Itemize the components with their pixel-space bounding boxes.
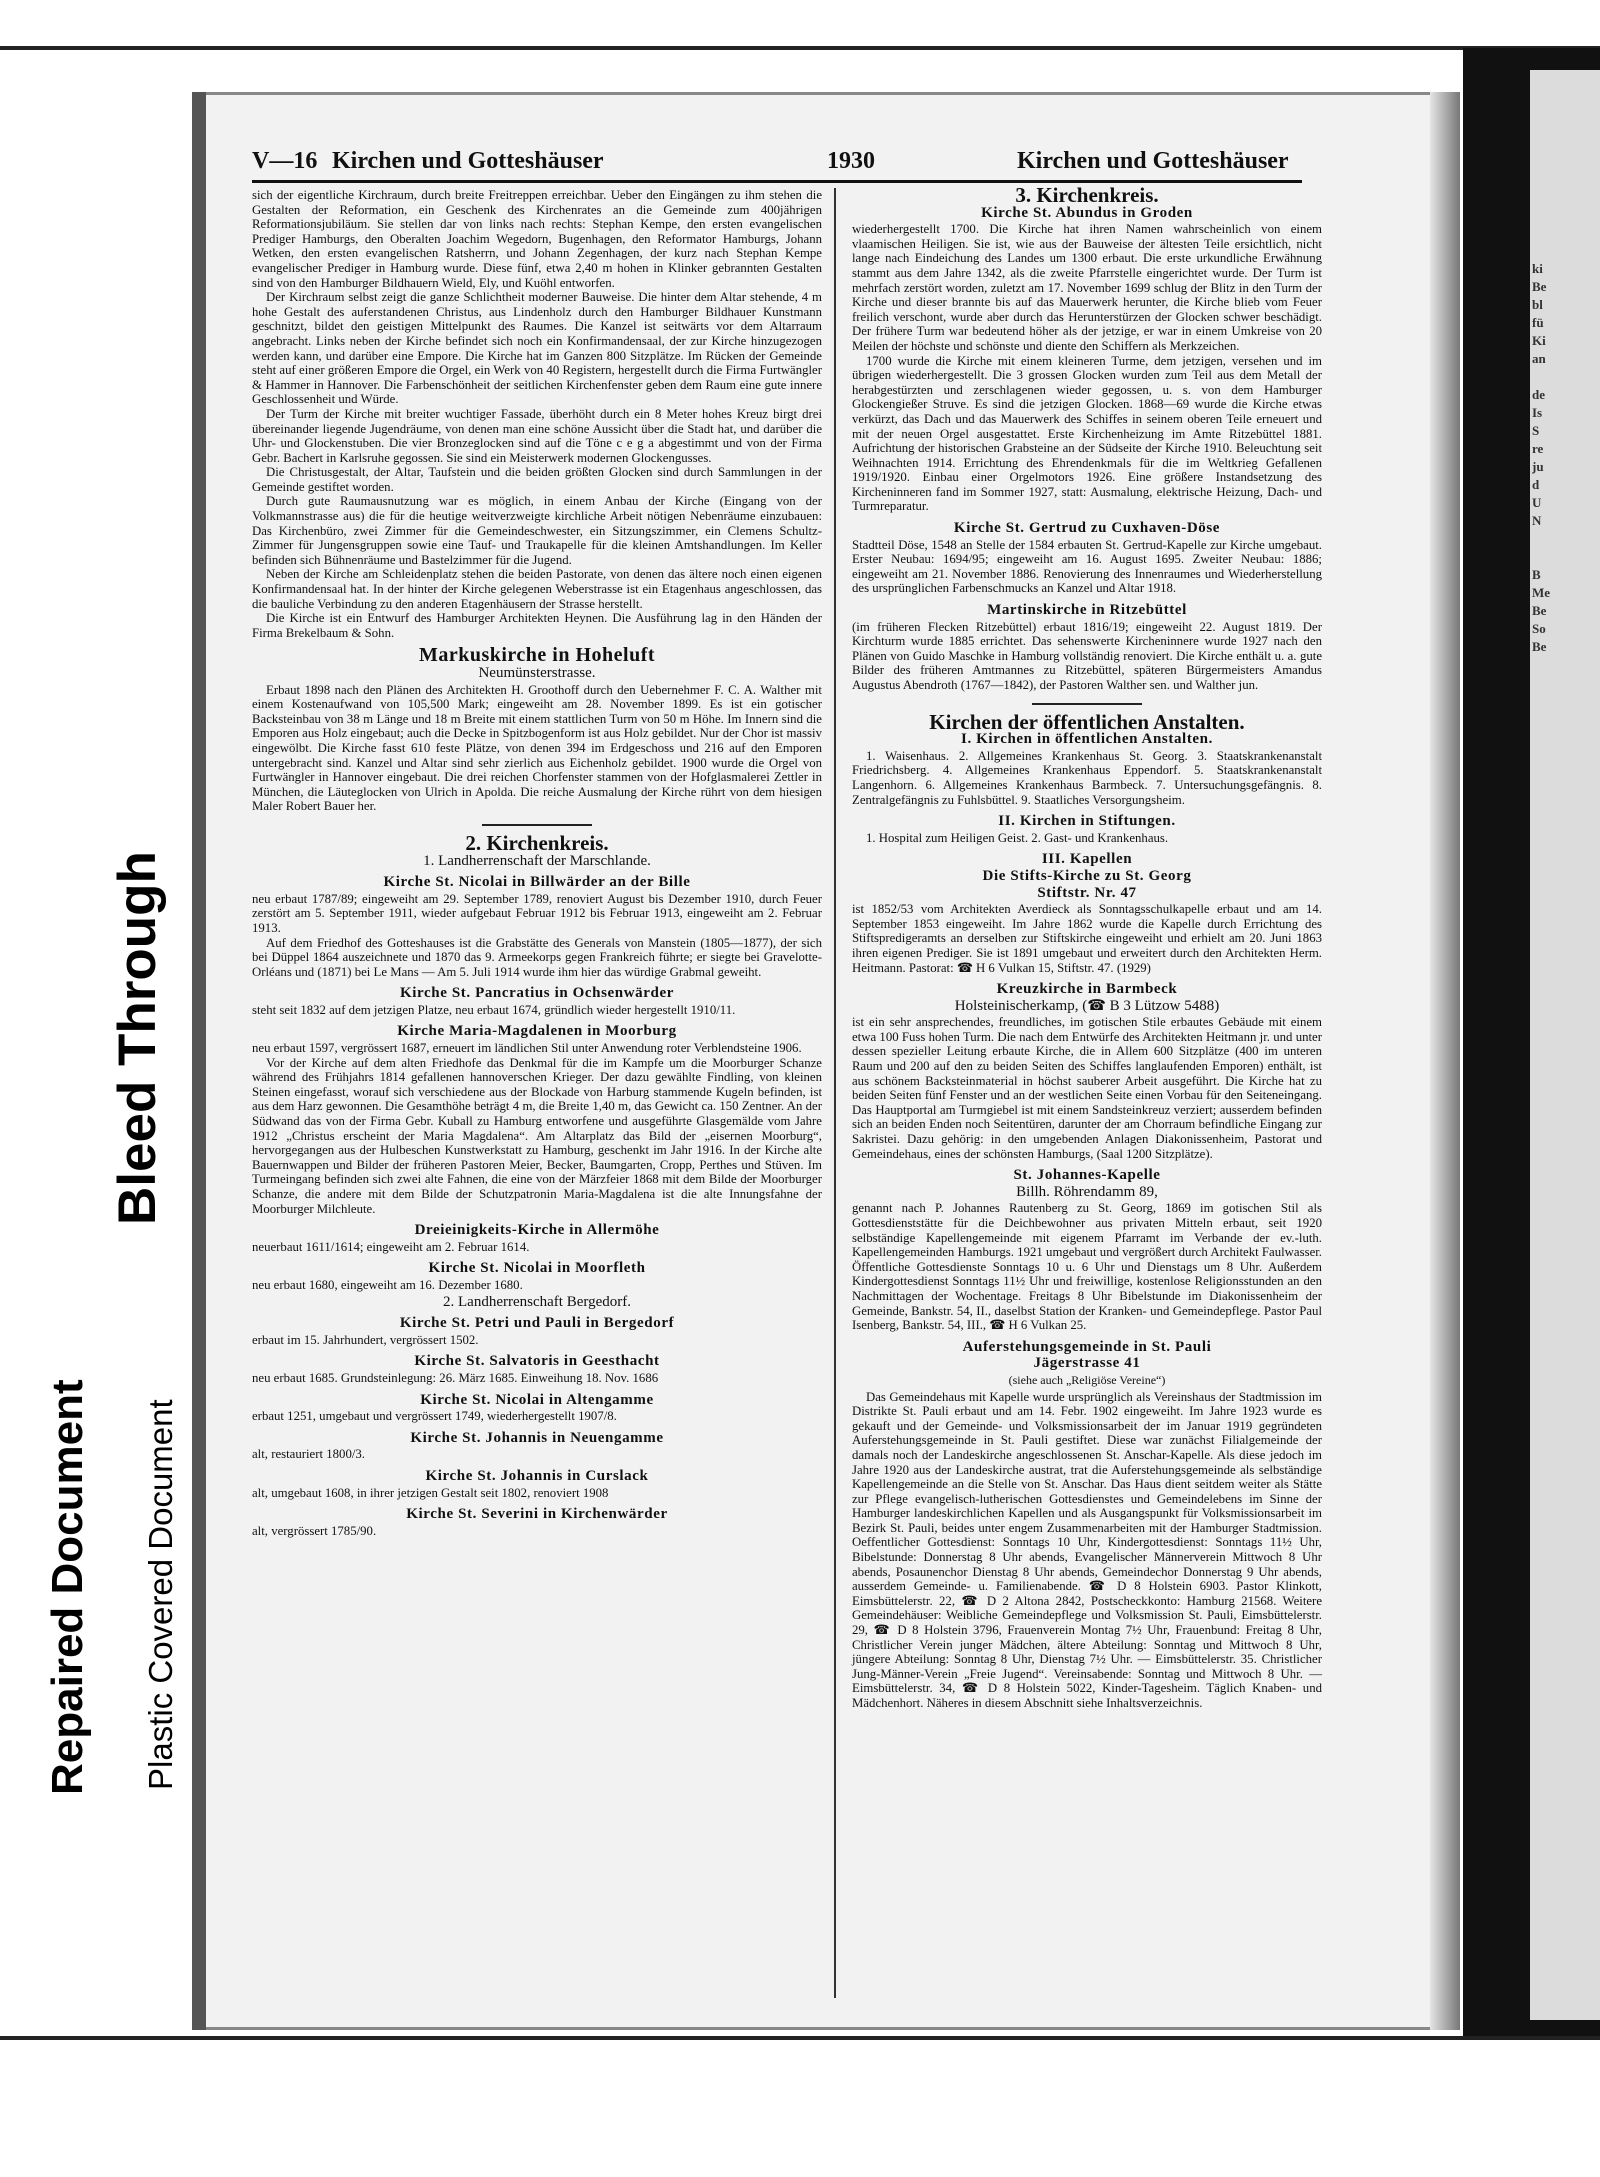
- paragraph: sich der eigentliche Kirchraum, durch breite Freitreppen erreichbar. Ueber den Eingängen zu ihm stehen die Gestalten der Reformation, ein Geschenk des Kirchenrates an die Gemeinde zum 400jährigen Reformationsjubiläum. Sie stellen dar von links nach rechts: Stephan Kempe, den ersten evangelischen Prediger Hamburgs, den Oberalten Joachim Wegedorn, Bugenhagen, den Reformator Hamburgs, Johann Wetken, den ersten evangelischen Ratsherrn, und Johann Zegenhagen, der kurz nach Stephan Kempe evangelischer Prediger in Hamburg wurde. Diese fünf, etwa 2,40 m hohen in Klinker gebrannten Gestalten sind von den Hamburger Bildhauern Wield, Ely, und Kuöhl entworfen.: [252, 188, 822, 290]
- paragraph: neu erbaut 1597, vergrössert 1687, erneuert im ländlichen Stil unter Anwendung roter Verblendsteine 1906.: [252, 1041, 802, 1056]
- paragraph: wiederhergestellt 1700. Die Kirche hat ihren Namen wahrscheinlich von einem vlaamischen Heiligen. Sie ist, wie aus der Bauweise der ältesten Teile ersichtlich, nicht lange nach Eindeichung des Landes um 1300 erbaut. Die erste urkundliche Erwähnung stammt aus dem Jahre 1342, als die zweite Pfarrstelle eingerichtet wurde. Der Turm ist mehrfach zerstört worden, zuletzt am 17. November 1699 schlug der Blitz in den Turm der Kirche und dieser brannte bis auf das Mauerwerk herunter, die Kirche blieb vom Feuer freilich verschont, wurde aber durch das Herunterstürzen der Glocken schwer beschädigt. Der frühere Turm war bedeutend höher als der jetzige, er war in einem Umkreise von 20 Meilen der höchste und schönste und diente den Schiffern als Merkzeichen.: [852, 222, 1322, 353]
- repaired-document-label: Repaired Document: [43, 1379, 92, 1795]
- running-title-right: Kirchen und Gotteshäuser: [1017, 148, 1289, 174]
- paragraph: Stadtteil Döse, 1548 an Stelle der 1584 erbauten St. Gertrud-Kapelle zur Kirche umgebaut. Erster Neubau: 1694/95; eingeweiht am 16. August 1695. Zweiter Neubau: 1886; eingeweiht am 21. November 1886. Renovierung des Innenraumes und Wiederherstellung des ursprünglichen Farbenschmucks an Kanzel und Altar 1918.: [852, 537, 1322, 596]
- section-heading-kirchenkreis-2: 2. Kirchenkreis.: [465, 830, 609, 855]
- church-heading: Kirche St. Abundus in Groden: [981, 204, 1193, 221]
- church-heading: Kirche St. Nicolai in Billwärder an der Bille: [383, 874, 691, 891]
- section-heading-oeffentliche-anstalten: Kirchen der öffentlichen Anstalten.: [929, 709, 1245, 734]
- paragraph: Das Gemeindehaus mit Kapelle wurde ursprünglich als Vereinshaus der Stadtmission im Distrikte St. Pauli erbaut und am 14. Febr. 1902 eingeweiht. Im Jahre 1923 wurde es gekauft und der Gemeinde- und Volksmissionsarbeit der im Januar 1919 gegründeten Auferstehungsgemeinde in St. Pauli gestiftet. Diese war zunächst Filialgemeinde der damals noch der Landeskirche angeschlossenen St. Anschar-Kapelle. Als diese jedoch im Jahre 1920 aus der Landeskirche austrat, trat die Auferstehungsgemeinde als selbständige Kapellengemeinde an die Stelle von St. Anschar. Das Haus dient seitdem weiter als Stätte zur Pflege evangelisch-lutherischen Gottesdienstes und Gemeindelebens im Sinne der Hamburger landeskirchlichen Kapellen und als Ausgangspunkt für Volksmissionsarbeit im Bezirk St. Pauli, beides unter engem Zusammenarbeiten mit der Hamburger Stadtmission. Oeffentlicher Gottesdienst: Sonntags 10 Uhr, Kindergottesdienst: Sonntags 11½ Uhr, Bibelstunde: Donnerstag 8 Uhr abends, Evangelischer Männerverein Mittwoch 8 Uhr abends, Posaunenchor Dienstag 8 Uhr abends, Gemeindechor Donnerstag 9 Uhr abends, ausserdem Gemeinde- u. Familienabende. ☎ D 8 Holstein 6903. Pastor Klinkott, Eimsbüttelerstr. 22, ☎ D 2 Altona 2842, Postscheckkonto: Hamburg 21568. Weitere Gemeindehäuser: Weibliche Gemeindepflege und Volksmission St. Pauli, Eimsbüttelerstr. 29, ☎ D 8 Holstein 3796, Frauenverein Montag 7½ Uhr, Frauenbund: Freitag 8 Uhr, Christlicher Verein junger Mädchen, ältere Abteilung: Sonntag und Mittwoch 8 Uhr, jüngere Abteilung: Sonntag 8 Uhr, Dienstag 7½ Uhr. — Eimsbüttelerstr. 35. Christlicher Jung-Männer-Verein „Freie Jugend“. Vereinsabende: Sonntag und Mittwoch 8 Uhr. — Eimsbüttelerstr. 34, ☎ D 8 Holstein 5022, Kinder-Tagesheim. Täglich Knaben- und Mädchenhort. Näheres in diesem Abschnitt siehe Inhaltsverzeichnis.: [852, 1389, 1322, 1710]
- divider-rule: [1032, 703, 1142, 705]
- paragraph: Die Kirche ist ein Entwurf des Hamburger Architekten Heynen. Die Ausführung lag in den Händen der Firma Brekelbaum & Sohn.: [252, 611, 822, 640]
- paragraph: ist 1852/53 vom Architekten Averdieck als Sonntagsschulkapelle erbaut und am 14. September 1853 eingeweiht. Im Jahre 1862 wurde die Kapelle durch Errichtung des Stiftspredigeramts an derselben zur Stiftskirche eingeweiht und erhielt am 20. Juni 1863 ihren eigenen Prediger. Sie ist 1891 umgebaut und erweitert durch den Architekten Herm. Heitmann. Pastorat: ☎ H 6 Vulkan 15, Stiftstr. 47. (1929): [852, 902, 1322, 975]
- paragraph: Durch gute Raumausnutzung war es möglich, in einem Anbau der Kirche (Eingang von der Volkmannstrasse aus) die für die heutige weitverzweigte kirchliche Arbeit nötigen Nebenräume einzubauen: Das Kirchenbüro, zwei Zimmer für die Gemeindeschwester, ein Sitzungszimmer, ein Clemens Schultz-Zimmer für Jungensgruppen sowie eine Tauf- und Traukapelle für die kleinen Amtshandlungen. Im Keller befinden sich Bühnenräume und Bastelzimmer für die Jugend.: [252, 494, 822, 567]
- paragraph: 1. Waisenhaus. 2. Allgemeines Krankenhaus St. Georg. 3. Staatskrankenanstalt Friedrichsberg. 4. Allgemeines Krankenhaus Eppendorf. 5. Staatskrankenanstalt Langenhorn. 6. Allgemeines Krankenhaus Barmbeck. 7. Untersuchungsgefängnis. 8. Zentralgefängnis zu Fuhlsbüttel. 9. Staatliches Versorgungsheim.: [852, 748, 1322, 807]
- paragraph: genannt nach P. Johannes Rautenberg zu St. Georg, 1869 im gotischen Stil als Gottesdienststätte für die Deichbewohner aus privaten Mitteln erbaut, seit 1920 selbständige Kapellengemeinde mit eigenem Pfarramt im Verbande der ev.-luth. Kapellengemeinden Hamburgs. 1921 umgebaut und vergrößert durch Architekt Faulwasser. Öffentliche Gottesdienste Sonntags 10 u. 6 Uhr und Dienstags um 8 Uhr. Außerdem Kindergottesdienst Sonntags 11½ Uhr und freiwillige, kostenlose Religionsstunden an den Nachmittagen der Wochentage. Freitags 8 Uhr Bibelstunde im Diakonissenheim der Gemeinde, Bankstr. 54, II., daselbst Station der Kranken- und Gemeindepflege. Pastor Paul Isenberg, Bankstr. 54, III., ☎ H 6 Vulkan 25.: [852, 1201, 1322, 1333]
- church-heading: Kirche Maria-Magdalenen in Moorburg: [397, 1023, 677, 1040]
- paragraph: (im früheren Flecken Ritzebüttel) erbaut 1816/19; eingeweiht 22. August 1819. Der Kirchturm wurde 1885 errichtet. Das sehenswerte Kircheninnere wurde 1927 nach den Plänen von Guido Maschke in Hamburg vollständig renoviert. Die Kirche enthält u. a. gute Bilder des früheren Amtmannes zu Ritzebüttel, späteren Bürgermeisters Amandus Augustus Abendroth (1767—1842), der Pastoren Walther sen. und Walther jun.: [852, 619, 1322, 692]
- paragraph: erbaut im 15. Jahrhundert, vergrössert 1502.: [252, 1332, 479, 1347]
- paragraph: steht seit 1832 auf dem jetzigen Platze, neu erbaut 1674, gründlich wieder hergestellt 1910/11.: [252, 1002, 736, 1017]
- church-heading: Auferstehungsgemeinde in St. Pauli: [962, 1338, 1212, 1355]
- church-heading: Kirche St. Johannis in Neuengamme: [410, 1429, 664, 1446]
- scan-top-edge: [0, 46, 1600, 50]
- page-header: [252, 144, 1302, 183]
- divider-rule: [482, 824, 592, 826]
- paragraph: 1700 wurde die Kirche mit einem kleineren Turme, dem jetzigen, versehen und im übrigen wiederhergestellt. Die 3 grossen Glocken wurden zum Teil aus dem Metall der herabgestürzten und zerschlagenen wieder gegossen, u. s. von dem Hamburger Glockengießer Struve. Es sind die jetzigen Glocken. 1868—69 wurde die Kirche etwas verkürzt, das Dach und das Mauerwerk des Schiffes in seinem oberen Teile erneuert und mit der neuen Orgel ausgestattet. Erste Kirchenheizung im Amte Ritzebüttel 1881. Aufrichtung der historischen Grabsteine an der Südseite der Kirche 1910. Beleuchtung seit Weihnachten 1914. Errichtung des Ehrendenkmals für die im Weltkrieg Gefallenen 1919/1920. Einbau einer Orgelmotors 1926. Eine größere Instandsetzung des Kircheninneren fand im Sommer 1927, statt: Ausmalung, elektrische Heizung, Dach- und Turmreparatur.: [852, 353, 1322, 514]
- paragraph: Die Christusgestalt, der Altar, Taufstein und die beiden größten Glocken sind durch Sammlungen in der Gemeinde gestiftet worden.: [252, 465, 822, 494]
- column-divider: [834, 188, 836, 1998]
- subsection-heading: II. Kirchen in Stiftungen.: [998, 813, 1176, 830]
- cross-reference: (siehe auch „Religiöse Vereine“): [1008, 1372, 1166, 1387]
- paragraph: 1. Hospital zum Heiligen Geist. 2. Gast- und Krankenhaus.: [866, 830, 1169, 845]
- paragraph: Der Turm der Kirche mit breiter wuchtiger Fassade, überhöht durch ein 8 Meter hohes Kreuz birgt drei übereinander liegende Jugendräume, von denen man eine schöne Aussicht über die Stadt hat, und darüber die Uhr- und Glockenstuben. Die vier Bronzeglocken sind auf die Töne c e g a abgestimmt und von der Firma Gebr. Bachert in Karlsruhe gegossen. Sie sind ein Meisterwerk modernen Glockengusses.: [252, 406, 822, 465]
- document-page: [192, 92, 1460, 2030]
- church-heading: Die Stifts-Kirche zu St. Georg: [982, 867, 1192, 884]
- church-heading: Kirche St. Salvatoris in Geesthacht: [414, 1353, 660, 1370]
- page-number: V—16: [252, 148, 318, 174]
- paragraph: Neben der Kirche am Schleidenplatz stehen die beiden Pastorate, von denen das ältere noch einen eigenen Konfirmandensaal hat. In der hinter der Kirche gelegenen Weberstrasse ist ein Etagenhaus angeschlossen, das die bauliche Verbindung zu den anderen Etagenhäusern der Strasse herstellt.: [252, 567, 822, 611]
- running-title-left: Kirchen und Gotteshäuser: [332, 148, 604, 174]
- church-address: Stiftstr. Nr. 47: [1037, 884, 1137, 901]
- plastic-covered-label: Plastic Covered Document: [142, 1399, 179, 1790]
- section-subheading: 1. Landherrenschaft der Marschlande.: [423, 852, 651, 869]
- paragraph: alt, restauriert 1800/3.: [252, 1447, 366, 1462]
- subsection-heading: I. Kirchen in öffentlichen Anstalten.: [961, 731, 1213, 748]
- paragraph: neu erbaut 1680, eingeweiht am 16. Dezember 1680.: [252, 1277, 523, 1292]
- paragraph: erbaut 1251, umgebaut und vergrössert 1749, wiederhergestellt 1907/8.: [252, 1409, 617, 1424]
- church-address: Billh. Röhrendamm 89,: [1016, 1183, 1158, 1200]
- church-heading: Kirche St. Nicolai in Altengamme: [420, 1391, 654, 1408]
- paragraph: neuerbaut 1611/1614; eingeweiht am 2. Februar 1614.: [252, 1239, 530, 1254]
- church-heading: Kirche St. Gertrud zu Cuxhaven-Döse: [953, 520, 1221, 537]
- church-heading: Kirche St. Pancratius in Ochsenwärder: [400, 985, 674, 1002]
- section-subheading: Neumünsterstrasse.: [478, 665, 596, 681]
- paragraph: alt, vergrössert 1785/90.: [252, 1523, 377, 1538]
- church-address: Jägerstrasse 41: [1033, 1355, 1141, 1372]
- paragraph: alt, umgebaut 1608, in ihrer jetzigen Gestalt seit 1802, renoviert 1908: [252, 1485, 609, 1500]
- right-column: [852, 183, 1322, 1711]
- church-address: Holsteinischerkamp, (☎ B 3 Lützow 5488): [954, 997, 1220, 1014]
- church-heading: Dreieinigkeits-Kirche in Allermöhe: [414, 1222, 660, 1239]
- scan-bottom-edge: [0, 2036, 1600, 2040]
- church-heading: Kirche St. Petri und Pauli in Bergedorf: [399, 1315, 675, 1332]
- paragraph: Der Kirchraum selbst zeigt die ganze Schlichtheit moderner Bauweise. Die hinter dem Altar stehende, 4 m hohe Gestalt des auferstandenen Christus, aus Lindenholz durch den Hamburger Bildhauer Kunstmann geschnitzt, bildet den geistigen Mittelpunkt des Raumes. Die Kanzel ist seitwärts vor dem Altarraum angebracht. Links neben der Kirche befindet sich noch ein Konfirmandensaal, der zur Kirche hinzugezogen werden kann, und darüber eine Empore. Die Kirche hat im Ganzen 800 Sitzplätze. Im Rücken der Gemeinde steht auf einer größeren Empore die Orgel, ein Werk von 40 Registern, hergestellt durch die Firma Furtwängler & Hammer in Hannover. Die Farbenschönheit der seitlichen Kirchenfenster geben dem Raum eine gute innere Geschlossenheit und Würde.: [252, 290, 822, 407]
- bleed-through-label: Bleed Through: [108, 851, 167, 1225]
- page-year: 1930: [827, 148, 875, 174]
- page-spine: [192, 92, 206, 2030]
- paragraph: Auf dem Friedhof des Gotteshauses ist die Grabstätte des Generals von Manstein (1805—1877), der sich bei Düppel 1864 auszeichnete und 1870 das 9. Armeekorps gegen Frankreich führte; er siegte bei Gravelotte-Orléans und (1871) bei Le Mans — Am 5. Juli 1914 wurde ihm hier das würdige Grabmal geweiht.: [252, 935, 822, 979]
- church-heading: Martinskirche in Ritzebüttel: [987, 602, 1187, 619]
- page-gutter-shadow: [1430, 92, 1460, 2030]
- church-heading: Kirche St. Johannis in Curslack: [425, 1467, 649, 1484]
- section-heading-kirchenkreis-3: 3. Kirchenkreis.: [1015, 183, 1159, 207]
- section-heading-markuskirche: Markuskirche in Hoheluft: [418, 644, 656, 667]
- paragraph: Erbaut 1898 nach den Plänen des Architekten H. Groothoff durch den Uebernehmer F. C. A. Walther mit einem Kostenaufwand von 105,500 Mark; eingeweiht am 28. November 1899. Es ist ein gotischer Backsteinbau von 38 m Länge und 18 m Breite mit einem stattlichen Turm von 50 m Höhe. Im Innern sind die Emporen aus Holz eingebaut; auch die Decke in Spitzbogenform ist aus Holz gebildet. Nur der Chor ist massiv eingewölbt. Die Kirche fasst 610 feste Plätze, von denen 394 im Erdgeschoss und 216 auf den Emporen untergebracht sind. Kanzel und Altar sind sehr zierlich aus Eichenholz gebildet. 1900 wurde die Orgel von Furtwängler in Hannover eingebaut. Die drei reichen Chorfenster stammen von der Hofglasmalerei Zettler in München, die Läuteglocken von Ulrich in Apolda. Die reiche Ausmalung der Kirche rührt von dem hiesigen Maler Robert Bauer her.: [252, 682, 822, 814]
- paragraph: ist ein sehr ansprechendes, freundliches, im gotischen Stile erbautes Gebäude mit einem etwa 100 Fuss hohen Turm. Die nach dem Entwürfe des Architekten Heitmann jr. und unter dessen spezieller Leitung erbaute Kirche, die in Allem 600 Sitzplätze (400 im unteren Raum und 200 auf den zu beiden Seiten des Schiffes langlaufenden Emporen) enthält, ist aus schönem Backsteinmaterial in höchst sauberer Arbeit ausgeführt. Die Kirche hat zu beiden Seiten fünf Fenster und an der westlichen Seite einen Vorbau für den Seiteneingang. Das Hauptportal am Turmgiebel ist mit einem Sandsteinkreuz verziert; ausserdem befinden sich an beiden Enden noch Seitentüren, darunter der am Chorraum befindliche Eingang zur Sakristei. Dazu gehörig: in den umgebenden Anlagen Diakonissenheim, Pastorat und Gemeindehaus, eines der schönsten Hamburgs, (Saal 1200 Sitzplätze).: [852, 1015, 1322, 1161]
- left-column: [252, 188, 822, 1538]
- subsection-heading: III. Kapellen: [1041, 851, 1133, 868]
- church-heading: Kirche St. Severini in Kirchenwärder: [406, 1506, 668, 1523]
- church-heading: Kreuzkirche in Barmbeck: [996, 981, 1178, 998]
- church-heading: St. Johannes-Kapelle: [1013, 1167, 1161, 1184]
- facing-page-text: ki Be bl fü Ki an de Is S re ju d U N B Me Be So Be: [1532, 261, 1551, 654]
- section-subheading: 2. Landherrenschaft Bergedorf.: [443, 1293, 631, 1310]
- church-heading: Kirche St. Nicolai in Moorfleth: [428, 1260, 646, 1277]
- paragraph: Vor der Kirche auf dem alten Friedhofe das Denkmal für die im Kampfe um die Moorburger Schanze während des Frühjahrs 1814 gefallenen hannoverschen Krieger. Der dazu gewählte Findling, von kleinen Steinen eingefasst, worauf sich verschiedene aus der Blockade von Harburg stammende Kugeln befinden, ist aus dem Harz gewonnen. Die Gesamthöhe beträgt 4 m, die Breite 1,40 m, das Gewicht ca. 150 Zentner. An der Südwand das von der Firma Gebr. Kuball zu Hamburg entworfene und ausgeführte Glasgemälde vom Jahre 1912 „Christus erscheint der Maria Magdalena“. Am Altarplatz das Bild der „eisernen Moorburg“, hervorgegangen aus der Hulbeschen Kunstwerkstatt zu Hamburg, geschenkt im Jahr 1916. In der Kirche alte Bauernwappen und Bilder der früheren Pastoren Meier, Becker, Baumgarten, Cropp, Perthes und Stüven. Im Turmeingang befinden sich zwei alte Fahnen, die eine von der Märzfeier 1868 mit dem Bilde der Moorburger Schanze, die andere mit dem Bilde der Schutzpatronin Maria-Magdalena ist die alte Innungsfahne der Moorburger Milchleute.: [252, 1055, 822, 1216]
- paragraph: neu erbaut 1685. Grundsteinlegung: 26. März 1685. Einweihung 18. Nov. 1686: [252, 1370, 659, 1385]
- paragraph: neu erbaut 1787/89; eingeweiht am 29. September 1789, renoviert August bis Dezember 1910, durch Feuer zerstört am 5. September 1911, wieder aufgebaut Februar 1912 bis Februar 1913, eingeweiht am 2. Februar 1913.: [252, 891, 822, 935]
